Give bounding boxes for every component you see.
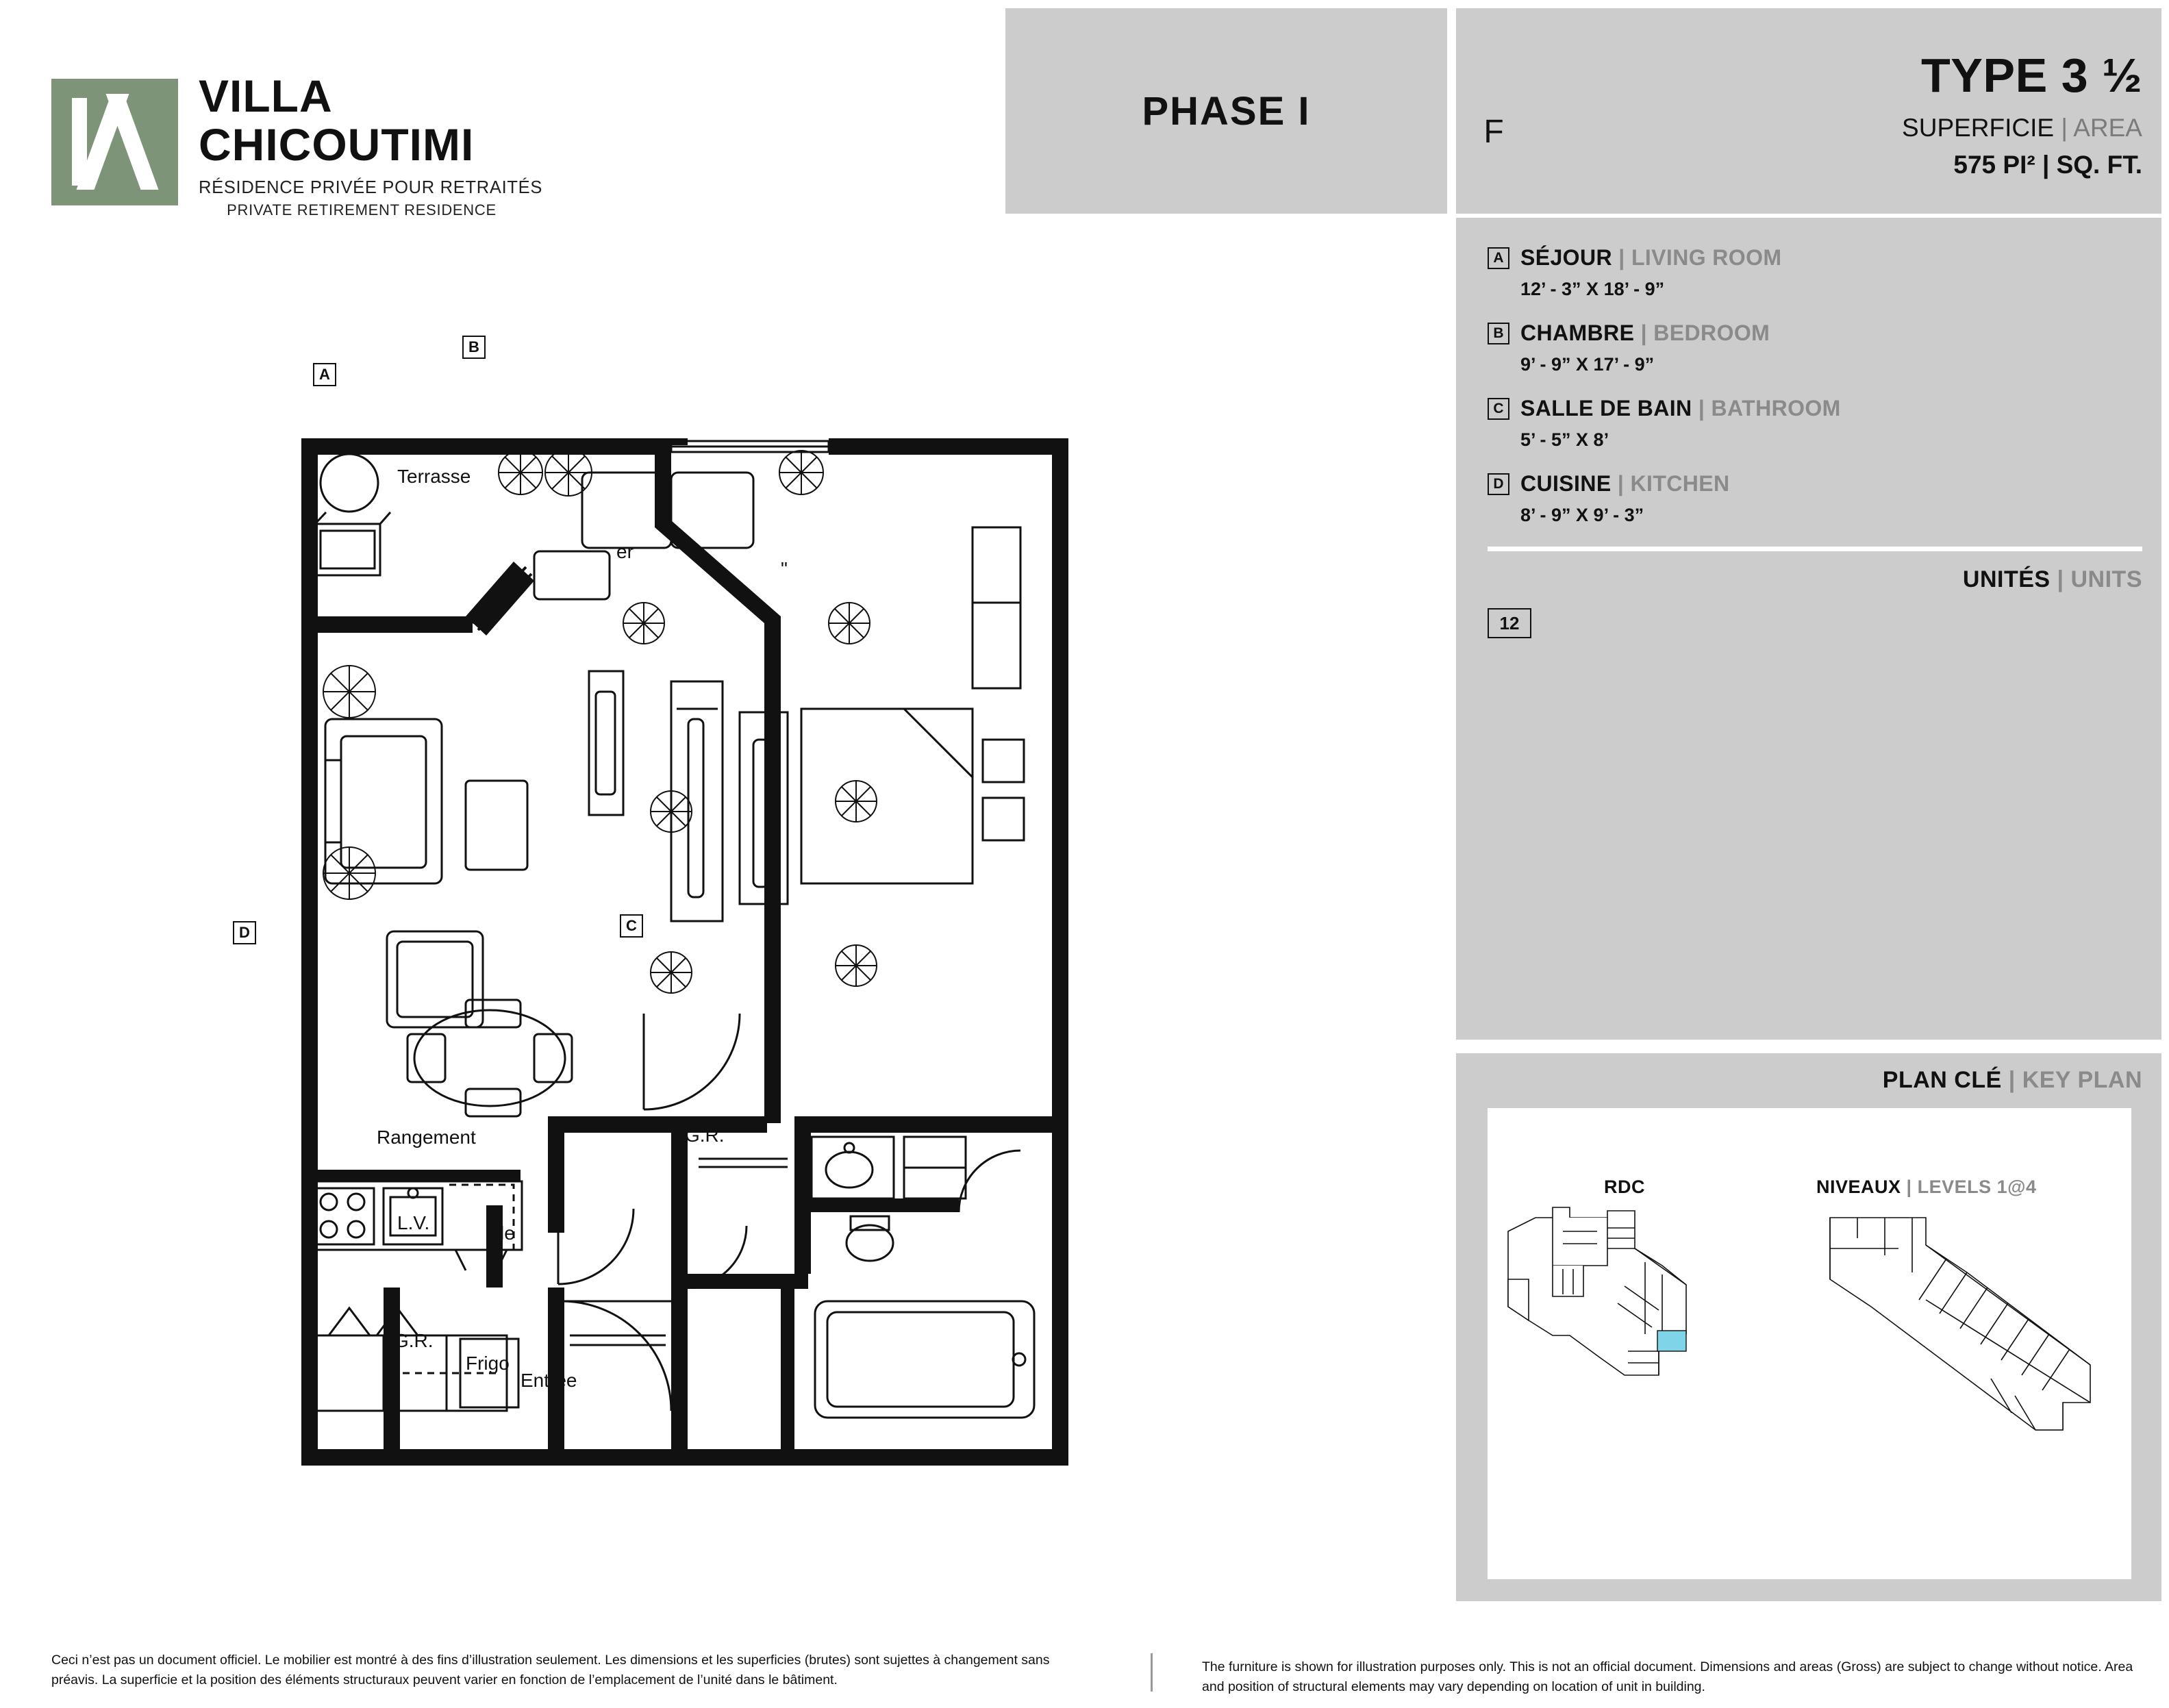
legend-item-salle-de-bain: [1488, 396, 2142, 451]
brand-logo: [51, 72, 544, 271]
units-title-sep: |: [2050, 566, 2071, 592]
area-value-fr: 575 PI²: [1953, 151, 2035, 179]
key-plan-title-en: KEY PLAN: [2022, 1067, 2142, 1093]
legend-name-en: BEDROOM: [1653, 321, 1770, 345]
plan-label-sejour-partial: er: [616, 541, 634, 562]
legend-name-en: KITCHEN: [1630, 471, 1730, 496]
type-banner: [1456, 8, 2161, 214]
area-label-sep: |: [2054, 114, 2074, 142]
floor-plan-svg: [260, 397, 1219, 1493]
brand-name-line1: VILLA: [199, 71, 333, 121]
legend-name-cuisine: [1520, 471, 1730, 497]
key-plan-label-rdc: RDC: [1604, 1177, 1645, 1197]
legend-tag-a: A: [1488, 247, 1509, 269]
legend-name-sep: |: [1611, 471, 1631, 496]
legend-item-sejour: [1488, 245, 2142, 300]
plan-label-frigo: Frigo: [466, 1353, 510, 1374]
legend-name-sep: |: [1612, 245, 1631, 270]
area-value: [1531, 151, 2142, 179]
room-legend-panel: [1456, 218, 2161, 1040]
plan-label-chambre-partial: ": [781, 558, 788, 579]
footer-disclaimer-en: The furniture is shown for illustration purposes only. This is not an official document. Dimensions and areas (Gross) are subject to change without notice. Area and position of structural elements may vary depending on location of unit in building.: [1202, 1659, 2133, 1695]
brand-text: [199, 72, 541, 219]
plan-interior-walls: [301, 438, 1052, 1452]
legend-name-chambre: [1520, 321, 1770, 346]
plan-label-garde-robe-1: G.R.: [685, 1125, 725, 1146]
brand-tagline-fr: RÉSIDENCE PRIVÉE POUR RETRAITÉS: [199, 178, 543, 198]
plan-bedroom-furniture: [671, 473, 1024, 883]
legend-dims-sejour: 12’ - 3” X 18’ - 9”: [1520, 279, 1665, 299]
legend-name-fr: SÉJOUR: [1520, 245, 1612, 270]
plan-living-furniture: [325, 473, 671, 1116]
legend-name-sep: |: [1692, 396, 1712, 420]
legend-item-cuisine: [1488, 471, 2142, 526]
area-label-fr: SUPERFICIE: [1902, 114, 2055, 142]
legend-dims-cuisine: 8’ - 9” X 9’ - 3”: [1520, 505, 1644, 525]
unit-letter: F: [1483, 113, 1504, 150]
legend-name-salle-de-bain: [1520, 396, 1841, 421]
legend-dims-salle-de-bain: 5’ - 5” X 8’: [1520, 429, 1609, 450]
units-list: [1488, 608, 2142, 638]
plan-label-lave-vaisselle: L.V.: [397, 1212, 430, 1233]
legend-tag-c: C: [1488, 398, 1509, 420]
key-plan-label-levels-fr: NIVEAUX: [1816, 1177, 1901, 1197]
legend-divider: [1488, 547, 2142, 551]
plan-bathroom: [812, 1137, 1034, 1418]
phase-label: PHASE I: [1142, 88, 1311, 134]
units-title: [1488, 566, 2142, 593]
legend-name-fr: SALLE DE BAIN: [1520, 396, 1692, 420]
floor-plan-drawing: [239, 338, 1219, 1493]
plan-label-rangement: Rangement: [377, 1127, 476, 1148]
plan-tag-d: D: [233, 921, 256, 944]
footer: [0, 1650, 2169, 1708]
unit-letter-box: [1456, 8, 1531, 214]
plan-label-salle-de-bain-partial: le: [500, 1222, 515, 1244]
plan-tag-c: C: [620, 914, 643, 938]
plan-plants: [323, 449, 877, 993]
key-plan-canvas: [1488, 1108, 2131, 1579]
key-plan-label-sep: |: [1901, 1177, 1918, 1197]
key-plan-levels-diagram: [1830, 1218, 2090, 1430]
area-label-en: AREA: [2073, 114, 2142, 142]
units-title-en: UNITS: [2070, 566, 2142, 592]
legend-tag-d: D: [1488, 473, 1509, 495]
footer-disclaimer-fr: Ceci n’est pas un document officiel. Le mobilier est montré à des fins d’illustration seulement. Les dimensions et les superficies (brutes) sont sujettes à changement sans préavis. La superficie et la position des éléments structuraux peuvent varier en fonction de l’emplacement de l’unité dans le bâtiment.: [51, 1653, 1050, 1688]
phase-banner: [1005, 8, 1447, 214]
plan-label-terrasse: Terrasse: [397, 466, 471, 487]
legend-name-en: LIVING ROOM: [1631, 245, 1782, 270]
key-plan-panel: [1456, 1053, 2161, 1601]
area-value-sep: |: [2035, 151, 2057, 179]
key-plan-title-fr: PLAN CLÉ: [1882, 1067, 2002, 1093]
area-label: [1531, 114, 2142, 142]
legend-name-sep: |: [1634, 321, 1654, 345]
plan-tag-b: B: [462, 336, 486, 359]
plan-label-garde-robe-2: G.R.: [394, 1330, 434, 1351]
villa-logo-mark-icon: [51, 79, 178, 205]
unit-number-badge: 12: [1488, 608, 1531, 638]
plan-tag-a: A: [313, 363, 336, 386]
brand-name-line2: CHICOUTIMI: [199, 118, 475, 170]
unit-type-title: TYPE 3 ½: [1920, 49, 2142, 102]
key-plan-title: [1456, 1053, 2161, 1094]
plan-label-entree: Entrée: [521, 1370, 577, 1391]
footer-divider: [1151, 1653, 1153, 1692]
legend-tag-b: B: [1488, 323, 1509, 344]
legend-name-fr: CUISINE: [1520, 471, 1612, 496]
area-value-en: SQ. FT.: [2056, 151, 2142, 179]
legend-name-en: BATHROOM: [1711, 396, 1841, 420]
legend-dims-chambre: 9’ - 9” X 17’ - 9”: [1520, 354, 1655, 375]
brand-tagline-en: PRIVATE RETIREMENT RESIDENCE: [227, 201, 497, 219]
plan-terrace: [315, 454, 390, 575]
legend-name-sejour: [1520, 245, 1781, 271]
legend-name-fr: CHAMBRE: [1520, 321, 1635, 345]
key-plan-unit-highlight: [1657, 1331, 1686, 1351]
units-title-fr: UNITÉS: [1962, 566, 2051, 592]
key-plan-label-levels-en: LEVELS 1@4: [1917, 1177, 2037, 1197]
legend-item-chambre: [1488, 321, 2142, 375]
key-plan-diagrams: [1488, 1108, 2131, 1579]
key-plan-title-sep: |: [2001, 1067, 2022, 1093]
